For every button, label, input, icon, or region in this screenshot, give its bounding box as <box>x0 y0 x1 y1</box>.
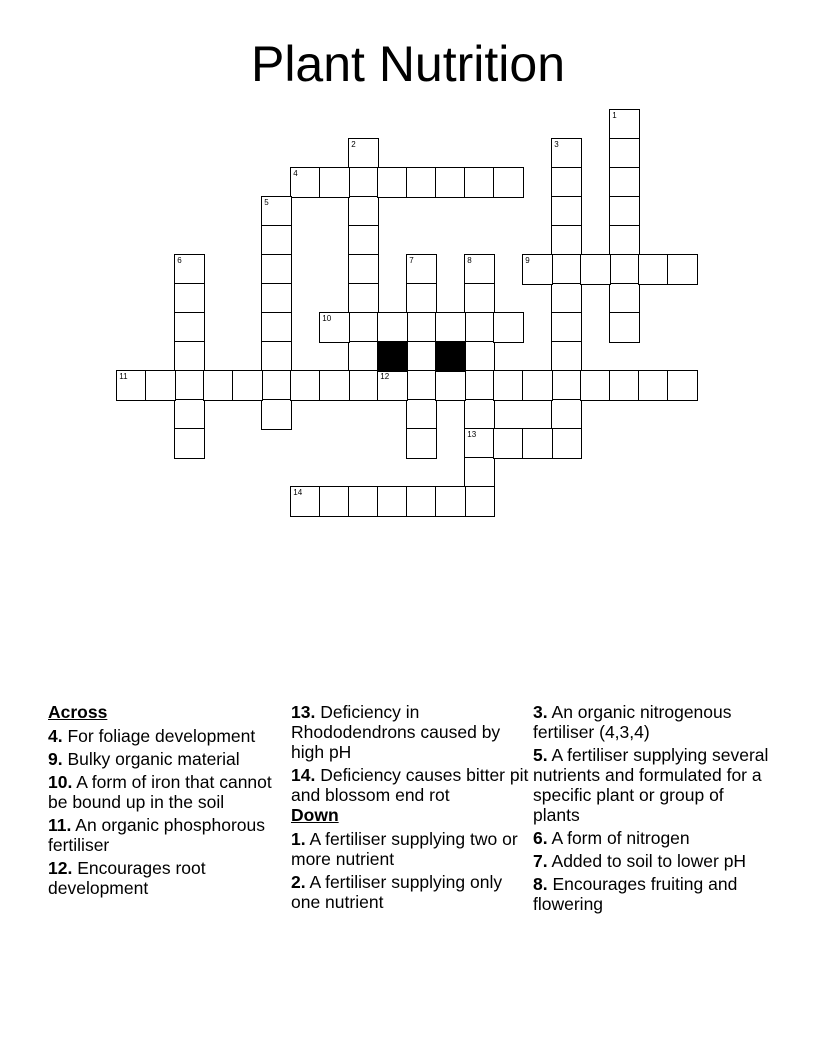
grid-cell[interactable] <box>261 225 292 256</box>
grid-cell[interactable] <box>522 254 553 285</box>
clue-across-12: 12. Encourages root development <box>48 858 206 898</box>
grid-cell[interactable] <box>522 428 553 459</box>
grid-cell[interactable] <box>174 428 205 459</box>
grid-cell[interactable] <box>319 167 350 198</box>
clue-number: 3 <box>554 140 559 150</box>
grid-cell[interactable] <box>232 370 263 401</box>
clue-number: 9 <box>525 256 530 266</box>
grid-cell[interactable] <box>348 341 379 372</box>
grid-cell[interactable] <box>609 167 640 198</box>
grid-cell[interactable] <box>435 370 466 401</box>
grid-cell[interactable] <box>551 370 582 401</box>
grid-cell[interactable] <box>174 399 205 430</box>
clue-down-1: 1. A fertiliser supplying two or more nutrient <box>291 829 518 869</box>
grid-cell[interactable] <box>406 283 437 314</box>
clue-down-3: 3. An organic nitrogenous fertiliser (4,3,4) <box>533 702 732 742</box>
grid-cell[interactable] <box>464 428 495 459</box>
clue-across-11: 11. An organic phosphorous fertiliser <box>48 815 265 855</box>
grid-cell[interactable] <box>174 254 205 285</box>
grid-cell[interactable] <box>435 486 466 517</box>
grid-cell[interactable] <box>406 399 437 430</box>
page-title: Plant Nutrition <box>250 36 566 92</box>
grid-cell[interactable] <box>493 167 524 198</box>
grid-cell[interactable] <box>638 254 669 285</box>
clue-down-6: 6. A form of nitrogen <box>533 828 690 848</box>
grid-cell[interactable] <box>551 167 582 198</box>
grid-cell[interactable] <box>377 370 408 401</box>
clues-column-3 <box>533 702 773 917</box>
grid-cell[interactable] <box>493 312 524 343</box>
grid-cell[interactable] <box>464 370 495 401</box>
clue-number: 1 <box>612 111 617 121</box>
grid-cell[interactable] <box>493 370 524 401</box>
grid-cell[interactable] <box>551 341 582 372</box>
grid-cell[interactable] <box>580 370 611 401</box>
grid-cell[interactable] <box>261 283 292 314</box>
grid-cell[interactable] <box>580 254 611 285</box>
grid-cell[interactable] <box>348 254 379 285</box>
grid-cell[interactable] <box>464 399 495 430</box>
grid-cell[interactable] <box>348 167 379 198</box>
grid-cell[interactable] <box>348 486 379 517</box>
grid-cell[interactable] <box>261 399 292 430</box>
crossword-grid <box>117 110 717 520</box>
clue-down-8: 8. Encourages fruiting and flowering <box>533 874 738 914</box>
grid-cell[interactable] <box>319 312 350 343</box>
grid-cell[interactable] <box>609 283 640 314</box>
grid-cell[interactable] <box>348 312 379 343</box>
grid-cell[interactable] <box>522 370 553 401</box>
grid-cell[interactable] <box>406 312 437 343</box>
grid-cell[interactable] <box>609 196 640 227</box>
clue-number: 7 <box>409 256 414 266</box>
clue-down-7: 7. Added to soil to lower pH <box>533 851 747 871</box>
grid-cell[interactable] <box>261 196 292 227</box>
grid-cell[interactable] <box>319 370 350 401</box>
clue-down-5: 5. A fertiliser supplying several nutrients and formulated for a specific plant or group of plants <box>533 745 769 825</box>
grid-cell[interactable] <box>551 196 582 227</box>
clue-number: 11 <box>119 372 128 382</box>
grid-cell[interactable] <box>609 254 640 285</box>
clue-number: 8 <box>467 256 472 266</box>
clue-across-14: 14. Deficiency causes bitter pit and blossom end rot <box>291 765 529 805</box>
grid-cell[interactable] <box>261 312 292 343</box>
grid-cell[interactable] <box>464 254 495 285</box>
grid-cell[interactable] <box>348 283 379 314</box>
grid-cell[interactable] <box>551 428 582 459</box>
grid-cell[interactable] <box>667 254 698 285</box>
grid-cell[interactable] <box>609 225 640 256</box>
black-cell <box>435 341 466 372</box>
grid-cell[interactable] <box>464 457 495 488</box>
grid-cell[interactable] <box>609 138 640 169</box>
grid-cell[interactable] <box>116 370 147 401</box>
grid-cell[interactable] <box>551 399 582 430</box>
black-cell <box>377 341 408 372</box>
grid-cell[interactable] <box>667 370 698 401</box>
grid-cell[interactable] <box>261 254 292 285</box>
grid-cell[interactable] <box>609 109 640 140</box>
clue-number: 6 <box>177 256 182 266</box>
grid-cell[interactable] <box>319 486 350 517</box>
clue-across-4: 4. For foliage development <box>48 726 256 746</box>
grid-cell[interactable] <box>464 283 495 314</box>
grid-cell[interactable] <box>609 370 640 401</box>
clue-down-2: 2. A fertiliser supplying only one nutrient <box>291 872 503 912</box>
grid-cell[interactable] <box>261 370 292 401</box>
grid-cell[interactable] <box>464 312 495 343</box>
grid-cell[interactable] <box>174 370 205 401</box>
clue-across-13: 13. Deficiency in Rhododendrons caused by high pH <box>291 702 501 762</box>
grid-cell[interactable] <box>406 341 437 372</box>
grid-cell[interactable] <box>261 341 292 372</box>
grid-cell[interactable] <box>290 486 321 517</box>
down-heading: Down <box>291 805 339 825</box>
grid-cell[interactable] <box>174 341 205 372</box>
grid-cell[interactable] <box>609 312 640 343</box>
grid-cell[interactable] <box>377 167 408 198</box>
grid-cell[interactable] <box>551 225 582 256</box>
grid-cell[interactable] <box>348 138 379 169</box>
grid-cell[interactable] <box>145 370 176 401</box>
clue-number: 14 <box>293 488 303 498</box>
grid-cell[interactable] <box>174 312 205 343</box>
grid-cell[interactable] <box>174 283 205 314</box>
grid-cell[interactable] <box>348 196 379 227</box>
grid-cell[interactable] <box>348 225 379 256</box>
grid-cell[interactable] <box>348 370 379 401</box>
grid-cell[interactable] <box>406 428 437 459</box>
grid-cell[interactable] <box>493 428 524 459</box>
grid-cell[interactable] <box>406 254 437 285</box>
clues-column-2 <box>291 702 531 915</box>
clue-number: 4 <box>293 169 298 179</box>
clue-across-10: 10. A form of iron that cannot be bound up in the soil <box>48 772 272 812</box>
grid-cell[interactable] <box>464 341 495 372</box>
grid-cell[interactable] <box>406 370 437 401</box>
grid-cell[interactable] <box>551 254 582 285</box>
grid-cell[interactable] <box>435 167 466 198</box>
clue-number: 2 <box>351 140 356 150</box>
grid-cell[interactable] <box>290 370 321 401</box>
grid-cell[interactable] <box>464 486 495 517</box>
grid-cell[interactable] <box>551 283 582 314</box>
grid-cell[interactable] <box>638 370 669 401</box>
grid-cell[interactable] <box>290 167 321 198</box>
clue-across-9: 9. Bulky organic material <box>48 749 240 769</box>
grid-cell[interactable] <box>203 370 234 401</box>
grid-cell[interactable] <box>406 486 437 517</box>
clue-number: 10 <box>322 314 332 324</box>
clues-column-1 <box>48 702 278 901</box>
clue-number: 5 <box>264 198 269 208</box>
grid-cell[interactable] <box>377 312 408 343</box>
grid-cell[interactable] <box>377 486 408 517</box>
across-heading: Across <box>48 702 108 722</box>
grid-cell[interactable] <box>551 312 582 343</box>
grid-cell[interactable] <box>464 167 495 198</box>
clue-number: 12 <box>380 372 390 382</box>
clue-number: 13 <box>467 430 477 440</box>
grid-cell[interactable] <box>406 167 437 198</box>
grid-cell[interactable] <box>551 138 582 169</box>
grid-cell[interactable] <box>435 312 466 343</box>
